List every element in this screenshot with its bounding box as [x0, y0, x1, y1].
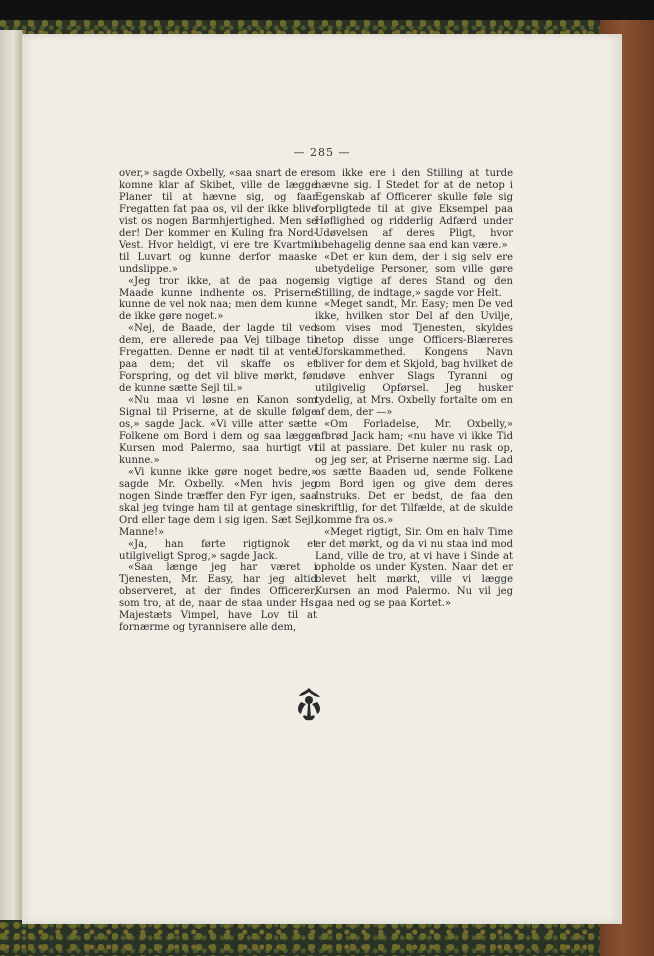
book-page — [22, 34, 622, 924]
page-number: — 285 — — [293, 146, 351, 159]
paragraph: «Nu maa vi løsne en Kanon som Signal til Priserne, at de skulle følge os,» sagde Jack. «Vi ville atter sætte Folkene om Bord i dem og saa lægge Kursen mod Palermo, saa hurtigt vi kunne.» — [119, 395, 317, 466]
paragraph: «Vi kunne ikke gøre noget bedre,» sagde Mr. Oxbelly. «Men hvis jeg nogen Sinde træffer den Fyr igen, saa skal jeg tvinge ham til at gentage sine Ord eller tage dem i sig igen. Sæt Sejl, Manne!» — [119, 466, 317, 538]
paragraph: over,» sagde Oxbelly, «saa snart de ere komne klar af Skibet, ville de lægge Planer til at hævne sig, og faar Fregatten fat paa os, vil der ikke blive vist os nogen Barmhjertighed. Men se der! Der kommer en Kuling fra Nord-Vest. Hvor heldigt, vi ere tre Kvartmil til Luvart og kunne derfor maaske undslippe.» — [119, 168, 317, 275]
paragraph: «Ja, han førte rigtignok et utilgiveligt Sprog,» sagde Jack. — [119, 538, 317, 562]
right-text-column — [315, 168, 513, 610]
paragraph: «Nej, de Baade, der lagde til ved dem, ere allerede paa Vej tilbage til Fregatten. Denne er nødt til at vente paa dem; det vil skaffe os et Forspring, og det vil blive mørkt, før de kunne sætte Sejl til.» — [119, 323, 317, 395]
fleuron-ornament-icon — [291, 684, 327, 724]
left-page-edge — [0, 30, 23, 920]
paragraph: som ikke ere i den Stilling at turde hævne sig. I Stedet for at de netop i Egenskab af Officerer skulle føle sig forpligtede til at give Eksempel paa Høflighed og ridderlig Adfærd under Udøvelsen af deres Pligt, hvor ubehagelig denne saa end kan være.» — [315, 168, 513, 251]
paragraph: «Meget rigtigt, Sir. Om en halv Time er det mørkt, og da vi nu staa ind mod Land, ville de tro, at vi have i Sinde at opholde os under Kysten. Naar det er blevet helt mørkt, ville vi lægge Kursen an mod Palermo. Nu vil jeg gaa ned og se paa Kortet.» — [315, 526, 513, 610]
paragraph: «Det er kun dem, der i sig selv ere ubetydelige Personer, som ville gøre sig vigtige af deres Stand og den Stilling, de indtage,» sagde vor Helt. — [315, 251, 513, 299]
paragraph: «Jeg tror ikke, at de paa nogen Maade kunne indhente os. Priserne kunne de vel nok naa; men dem kunne de ikke gøre noget.» — [119, 275, 317, 323]
paragraph: «Saa længe jeg har været i Tjenesten, Mr. Easy, har jeg altid observeret, at der findes Officerer, som tro, at de, naar de staa under Hs. Majestæts Vimpel, have Lov til at fornærme og tyrannisere alle dem, — [119, 562, 317, 634]
paragraph: «Meget sandt, Mr. Easy; men De ved ikke, hvilken stor Del af den Uvilje, som vises mod Tjenesten, skyldes netop disse unge Officers-Blæreres Uforskammethed. Kongens Navn bliver for dem et Skjold, bag hvilket de udøve enhver Slags Tyranni og utilgivelig Opførsel. Jeg husker tydelig, at Mrs. Oxbelly fortalte om en af dem, der —» — [315, 299, 514, 419]
paragraph: «Om Forladelse, Mr. Oxbelly,» afbrød Jack ham; «nu have vi ikke Tid til at passiare. Det kuler nu rask op, og jeg ser, at Priserne nærme sig. Lad os sætte Baaden ud, sende Folkene om Bord igen og give dem deres Instruks. Det er bedst, de faa den skriftlig, for det Tilfælde, at de skulde komme fra os.» — [315, 419, 513, 526]
left-text-column — [119, 168, 317, 634]
